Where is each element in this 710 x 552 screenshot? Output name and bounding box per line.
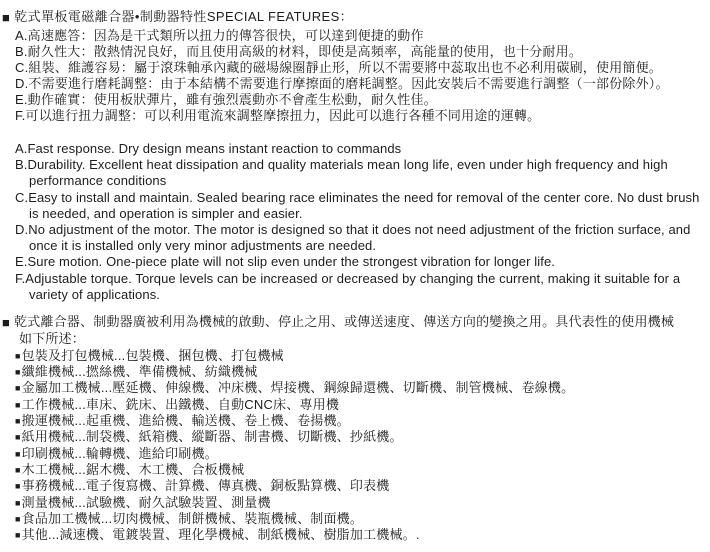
list-bullet-icon: ■ (15, 530, 21, 541)
feature-item-en: A.Fast response. Dry design means instant reaction to commands (15, 141, 402, 157)
application-item-text: 搬運機械...起重機、進給機、輸送機、卷上機、卷揚機。 (21, 413, 350, 429)
application-item-text: 食品加工機械...切肉機械、制餅機械、裝瓶機械、制面機。 (21, 511, 364, 527)
application-item-text: 紙用機械...制袋機、紙箱機、縱斷器、制書機、切斷機、抄紙機。 (21, 429, 403, 445)
application-item-text: 包裝及打包機械...包裝機、捆包機、打包機械 (21, 347, 284, 363)
feature-item-zh: C.組裝、維護容易：屬于滾珠軸承內藏的磁場線圈靜止形，所以不需要將中蕊取出也不必利用碳刷，使用簡便。 (15, 59, 663, 75)
application-item (2, 429, 708, 445)
application-item (2, 446, 708, 462)
list-bullet-icon: ■ (15, 416, 21, 427)
section-bullet-icon: ■ (2, 10, 11, 25)
list-bullet-icon: ■ (15, 465, 21, 476)
application-item (2, 348, 708, 364)
feature-item-zh: B.耐久性大：散熱情況良好，而且使用高級的材料，即使是高頻率，高能量的使用，也十分耐用。 (15, 43, 583, 59)
application-item-text: 其他...減速機、電鍍裝置、理化學機械、制紙機械、樹脂加工機械。. (21, 527, 420, 543)
feature-item-en: C.Easy to install and maintain. Sealed bearing race eliminates the need for removal of the center core. No dust brush is needed, and operation is simpler and easier. (15, 189, 700, 221)
application-item-text: 印刷機械...輪轉機、進給印刷機。 (21, 445, 218, 461)
list-bullet-icon: ■ (15, 432, 21, 443)
application-item (2, 527, 708, 543)
applications-intro-text: 乾式離合器、制動器廣被利用為機械的啟動、停止之用、或傳送速度、傳送方向的變換之用。具代表性的使用機械 (14, 314, 675, 330)
list-bullet-icon: ■ (15, 514, 21, 525)
application-item (2, 478, 708, 494)
section-bullet-icon: ■ (2, 315, 11, 331)
application-item-text: 木工機械...鋸木機、木工機、合板機械 (21, 462, 245, 478)
features-section (2, 9, 708, 303)
features-zh-list (2, 28, 708, 125)
applications-section (2, 314, 708, 544)
application-item-text: 事務機械...電子復寫機、計算機、傳真機、銅板點算機、印表機 (21, 478, 390, 494)
applications-intro-continued: 如下所述： (19, 331, 86, 347)
feature-item-en: B.Durability. Excellent heat dissipation and quality materials mean long life, even under high frequency and high performance conditions (15, 157, 668, 189)
application-item (2, 380, 708, 396)
feature-item-zh: F.可以進行扭力調整：可以利用電流來調整摩擦扭力，因此可以進行各種不同用途的運轉。 (15, 107, 541, 123)
application-item (2, 397, 708, 413)
list-bullet-icon: ■ (15, 481, 21, 492)
application-item (2, 511, 708, 527)
application-item-text: 纖維機械...撚絲機、準備機械、紡織機械 (21, 364, 258, 380)
application-item (2, 462, 708, 478)
application-item (2, 413, 708, 429)
applications-list (2, 348, 708, 544)
application-item (2, 364, 708, 380)
application-item-text: 金屬加工機械...壓延機、伸線機、冲床機、焊接機、鋼線歸還機、切斷機、制管機械、卷線機。 (21, 380, 575, 396)
list-bullet-icon: ■ (15, 399, 21, 410)
list-bullet-icon: ■ (15, 497, 21, 508)
application-item (2, 495, 708, 511)
feature-item-en: E.Sure motion. One-piece plate will not slip even under the strongest vibration for longer life. (15, 254, 555, 270)
feature-item-en: D.No adjustment of the motor. The motor is designed so that it does not need adjustment of the friction surface, and once it is installed only very minor adjustments are needed. (15, 222, 691, 254)
features-en-list (2, 141, 708, 303)
feature-item-en: F.Adjustable torque. Torque levels can be increased or decreased by changing the current, making it suitable for a variety of applications. (15, 270, 681, 302)
list-bullet-icon: ■ (15, 350, 21, 361)
features-section-title (2, 9, 708, 27)
features-title-text: 乾式單板電磁離合器•制動器特性SPECIAL FEATURES： (14, 9, 354, 24)
list-bullet-icon: ■ (15, 367, 21, 378)
feature-item-zh: A.高速應答：因為是干式類所以扭力的傳答很快，可以達到便捷的動作 (15, 27, 424, 43)
applications-intro (2, 314, 708, 331)
application-item-text: 工作機械...車床、銑床、出鐵機、自動CNC床、專用機 (21, 396, 340, 412)
feature-item-zh: D.不需要進行磨耗調整：由于本結構不需要進行摩擦面的磨耗調整。因此安裝后不需要進行調整（一部份除外）。 (15, 75, 669, 91)
feature-item-zh: E.動作確實：使用板狀彈片，雖有強烈震動亦不會產生松動，耐久性佳。 (15, 91, 437, 107)
list-bullet-icon: ■ (15, 383, 21, 394)
application-item-text: 測量機械...試驗機、耐久試驗裝置、測量機 (21, 494, 271, 510)
list-bullet-icon: ■ (15, 448, 21, 459)
